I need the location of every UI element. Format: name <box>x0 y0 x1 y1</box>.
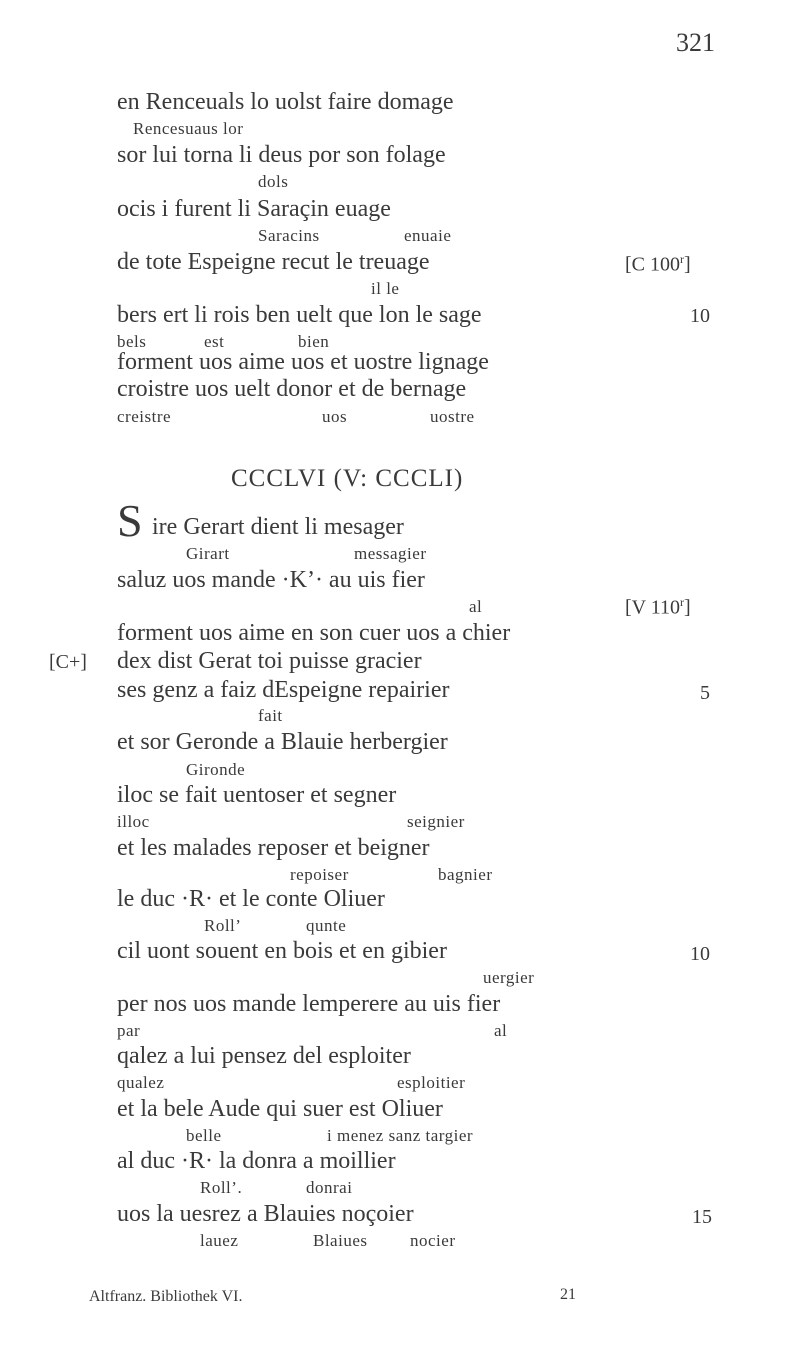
verse-line: iloc se fait uentoser et segner <box>117 782 397 808</box>
initial-capital: S <box>117 495 143 546</box>
manuscript-reference: [C 100$^r$] <box>625 252 691 276</box>
verse-line: bers ert li rois ben uelt que lon le sage <box>117 302 482 328</box>
verse-line: forment uos aime uos et uostre lignage <box>117 349 489 375</box>
variant-reading: Roll’ <box>204 916 242 935</box>
verse-line: saluz uos mande ·K’· au uis fier <box>117 567 425 593</box>
verse-line: sor lui torna li deus por son folage <box>117 142 446 168</box>
variant-reading: uostre <box>430 407 475 426</box>
verse-line: et la bele Aude qui suer est Oliuer <box>117 1096 443 1122</box>
variant-reading: donrai <box>306 1178 353 1197</box>
variant-reading: uergier <box>483 968 535 987</box>
variant-reading: bagnier <box>438 865 493 884</box>
variant-reading: qualez <box>117 1073 165 1092</box>
verse-line: en Renceuals lo uolst faire domage <box>117 89 454 115</box>
variant-reading: Saracins <box>258 226 320 245</box>
verse-line: ire Gerart dient li mesager <box>152 514 404 540</box>
variant-reading: bien <box>298 332 330 351</box>
variant-reading: nocier <box>410 1231 456 1250</box>
variant-reading: Gironde <box>186 760 246 779</box>
variant-reading: bels <box>117 332 147 351</box>
variant-reading: belle <box>186 1126 222 1145</box>
variant-reading: illoc <box>117 812 150 831</box>
variant-reading: al <box>469 597 483 616</box>
verse-line: cil uont souent en bois et en gibier <box>117 938 447 964</box>
verse-line: et sor Geronde a Blauie herbergier <box>117 729 448 755</box>
variant-reading: par <box>117 1021 141 1040</box>
verse-line: dex dist Gerat toi puisse gracier <box>117 648 422 674</box>
variant-reading: esploitier <box>397 1073 466 1092</box>
verse-line: per nos uos mande lemperere au uis fier <box>117 991 501 1017</box>
signature-mark: 21 <box>560 1286 576 1303</box>
line-number: 10 <box>690 305 710 327</box>
verse-line: croistre uos uelt donor et de bernage <box>117 376 467 402</box>
margin-note: [C+] <box>49 651 87 673</box>
verse-line: le duc ·R· et le conte Oliuer <box>117 886 385 912</box>
section-heading: CCCLVI (V: CCCLI) <box>231 465 464 492</box>
verse-line: de tote Espeigne recut le treuage <box>117 249 430 275</box>
variant-reading: uos <box>322 407 348 426</box>
variant-reading: dols <box>258 172 289 191</box>
verse-line: uos la uesrez a Blauies noçoier <box>117 1201 414 1227</box>
verse-line: ses genz a faiz dEspeigne repairier <box>117 677 450 703</box>
variant-reading: messagier <box>354 544 427 563</box>
variant-reading: enuaie <box>404 226 452 245</box>
variant-reading: i menez sanz targier <box>327 1126 474 1145</box>
manuscript-reference: [V 110$^r$] <box>625 595 691 619</box>
line-number: 5 <box>700 682 710 704</box>
line-number: 15 <box>692 1206 712 1228</box>
variant-reading: est <box>204 332 225 351</box>
variant-reading: qunte <box>306 916 347 935</box>
variant-reading: Rencesuaus lor <box>133 119 244 138</box>
variant-reading: al <box>494 1021 508 1040</box>
variant-reading: seignier <box>407 812 465 831</box>
variant-reading: il le <box>371 279 400 298</box>
variant-reading: lauez <box>200 1231 239 1250</box>
page-number: 321 <box>676 28 715 57</box>
verse-line: forment uos aime en son cuer uos a chier <box>117 620 511 646</box>
variant-reading: fait <box>258 706 283 725</box>
variant-reading: creistre <box>117 407 172 426</box>
verse-line: al duc ·R· la donra a moillier <box>117 1148 396 1174</box>
verse-line: et les malades reposer et beigner <box>117 835 430 861</box>
line-number: 10 <box>690 943 710 965</box>
variant-reading: repoiser <box>290 865 349 884</box>
verse-line: ocis i furent li Saraçin euage <box>117 196 391 222</box>
verse-line: qalez a lui pensez del esploiter <box>117 1043 411 1069</box>
footer-series-title: Altfranz. Bibliothek VI. <box>89 1288 243 1305</box>
variant-reading: Blaiues <box>313 1231 368 1250</box>
variant-reading: Girart <box>186 544 230 563</box>
variant-reading: Roll’. <box>200 1178 243 1197</box>
